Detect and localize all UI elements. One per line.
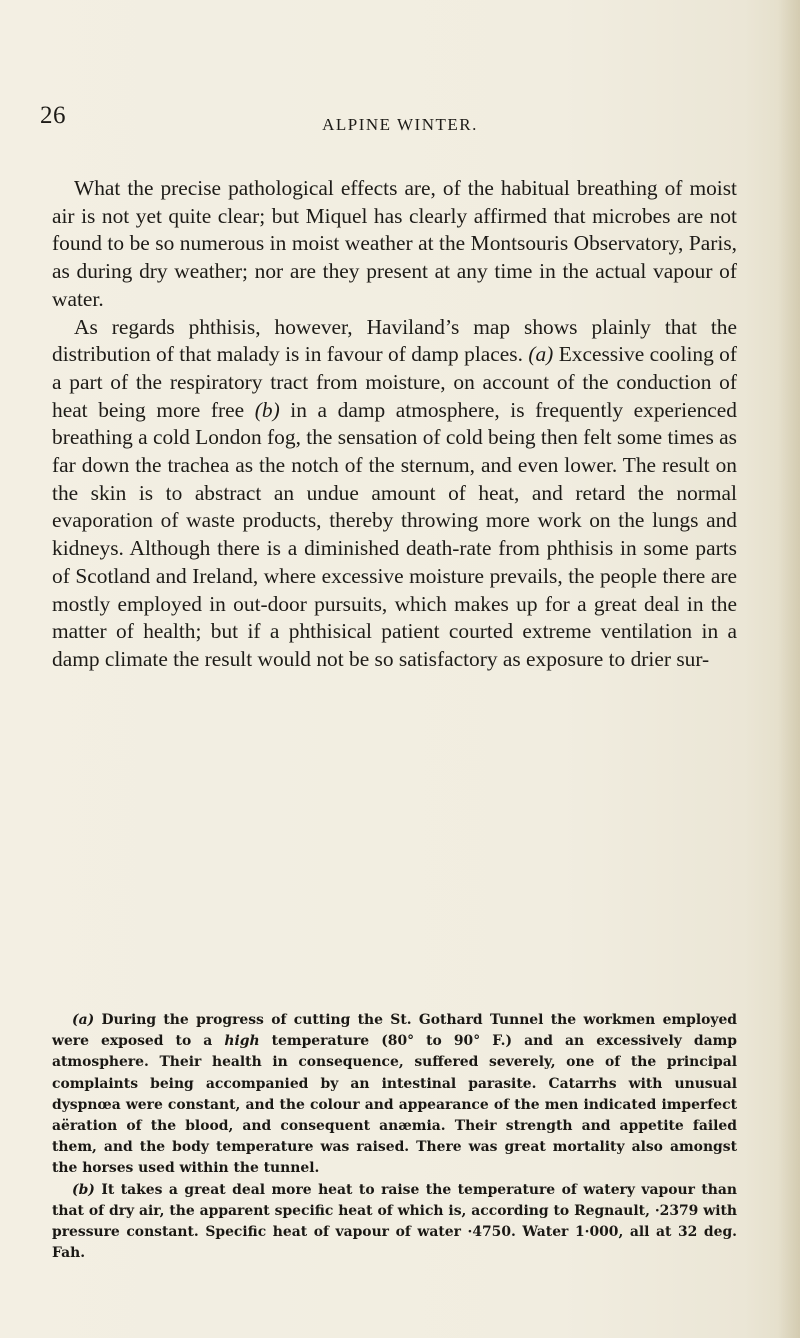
- footnote-ref-b: (b): [254, 397, 280, 422]
- footnote-a: [52, 1010, 737, 1180]
- footnote-ref-a: (a): [528, 342, 554, 367]
- footnote-b-text: It takes a great deal more heat to raise the temperature of watery vapour than that of dry air, the apparent specific heat of which is, according to Regnault, ·2379 with pressure constant. Specific heat of vapour of water ·4750. Water 1·000, all at 32 deg. Fah.: [52, 1181, 737, 1262]
- footnote-a-emphasis: high: [224, 1033, 260, 1050]
- page-edge-shadow: [778, 0, 800, 1338]
- footnote-a-mark: (a): [72, 1012, 95, 1028]
- paragraph-2-part-b: Excessive cooling of a part of the respiratory tract from moisture, on account of the conduction of heat being more free: [52, 342, 737, 422]
- paragraph-2-part-c: in a damp atmosphere, is frequently experienced breathing a cold London fog, the sensation of cold being then felt some times as far down the trachea as the notch of the sternum, and even lower. The result on the skin is to abstract an undue amount of heat, and retard the normal evaporation of waste products, thereby throwing more work on the lungs and kidneys. Although there is a diminished death-rate from phthisis in some parts of Scotland and Ireland, where excessive moisture prevails, the people there are mostly employed in out-door pursuits, which makes up for a great deal in the matter of health; but if a phthisical patient courted extreme ventilation in a damp climate the result would not be so satisfactory as exposure to drier sur-: [52, 397, 737, 671]
- running-head: ALPINE WINTER.: [322, 115, 478, 134]
- footnote-b-mark: (b): [72, 1181, 95, 1198]
- footnote-b: [52, 1180, 737, 1265]
- footnote-a-text-2: temperature (80° to 90° F.) and an excessively damp atmosphere. Their health in consequence, suffered severely, one of the principal complaints being accompanied by an intestinal parasite. Catarrhs with unusual dyspnœa were constant, and the colour and appearance of the men indicated imperfect aëration of the blood, and consequent anæmia. Their strength and appetite failed them, and the body temperature was raised. There was great mortality also amongst the horses used within the tunnel.: [52, 1033, 737, 1177]
- paragraph-1: What the precise pathological effects are, of the habitual breathing of moist air is not yet quite clear; but Miquel has clearly affirmed that microbes are not found to be so numerous in moist weather at the Montsouris Observatory, Paris, as during dry weather; nor are they present at any time in the actual vapour of water.: [52, 176, 737, 311]
- footnotes: [52, 1010, 737, 1264]
- page-number: 26: [40, 102, 66, 129]
- footnote-a-text-1: During the progress of cutting the St. Gothard Tunnel the workmen employed were exposed to a: [52, 1012, 737, 1050]
- paragraph-2: [52, 314, 737, 674]
- paragraph-2-part-a: As regards phthisis, however, Haviland’s map shows plainly that the distribution of that malady is in favour of damp places.: [52, 314, 737, 367]
- main-text: [52, 175, 737, 674]
